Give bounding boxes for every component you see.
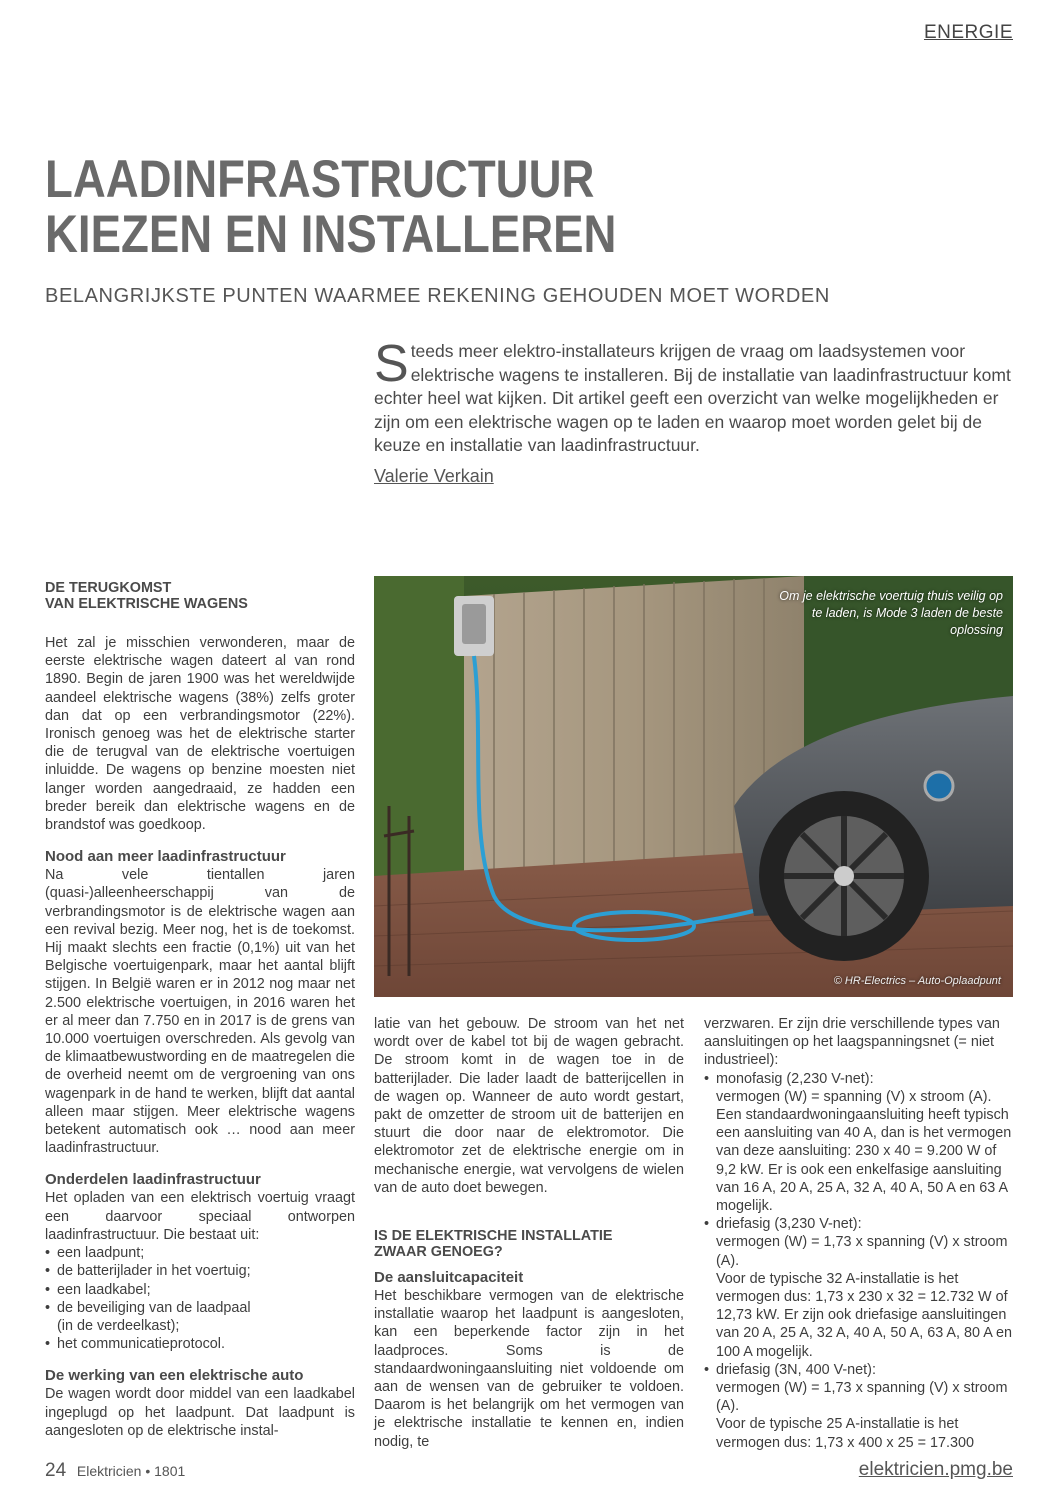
list-item: • driefasig (3N, 400 V-net): vermogen (W) = 1,73 x spanning (V) x stroom (A). Voor de typische 25 A-installatie is het vermogen dus: 1,73 x 400 x 25 = 17.300 — [704, 1361, 1014, 1452]
article-subtitle: BELANGRIJKSTE PUNTEN WAARMEE REKENING GEHOUDEN MOET WORDEN — [45, 285, 830, 307]
section-tag[interactable]: ENERGIE — [923, 22, 1013, 43]
intro-dropcap: S — [374, 335, 409, 393]
intro-paragraph — [374, 335, 1014, 458]
paragraph-types: verzwaren. Er zijn drie verschillende types van aansluitingen op het laagspanningsnet (= niet industrieel): — [704, 1016, 1000, 1069]
list-item: • een laadkabel; — [45, 1281, 355, 1299]
heading-capacity: De aansluitcapaciteit — [374, 1269, 524, 1287]
parts-list — [45, 1244, 355, 1353]
intro-text: teeds meer elektro-installateurs krijgen de vraag om laadsystemen voor elektrische wagens te installeren. Bij de installatie van laadinfrastructuur komt echter heel wat kijken. Dit artikel geeft een overzicht van welke mogelijkheden er zijn om een elektrische wagen op te laden en waarop moet worden gelet bij de keuze en installatie van laadinfrastructuur. — [374, 341, 1011, 455]
heading-install: IS DE ELEKTRISCHE INSTALLATIE ZWAAR GENOEG? — [374, 1228, 613, 1261]
footer-url-link[interactable]: elektricien.pmg.be — [858, 1459, 1013, 1480]
photo-credit: © HR-Electrics – Auto-Oplaadpunt — [833, 975, 1001, 987]
paragraph-working: De wagen wordt door middel van een laadkabel ingeplugd op het laadpunt. Dat laadpunt is aangesloten op de elektrische instal- — [45, 1386, 355, 1439]
article-title — [45, 152, 819, 262]
heading-return: DE TERUGKOMST VAN ELEKTRISCHE WAGENS — [45, 580, 248, 612]
paragraph-parts: Het opladen van een elektrisch voertuig vraagt een daarvoor speciaal ontworpen laadinfrastructuur. Die bestaat uit: — [45, 1190, 355, 1243]
list-item: • driefasig (3,230 V-net): vermogen (W) = 1,73 x spanning (V) x stroom (A). Voor de typische 32 A-installatie is het vermogen dus: 1,73 x 230 x 32 = 12.732 W of 12,73 kW. Er zijn ook driefasige aansluitingen van 20 A, 25 A, 32 A, 40 A, 50 A, 63 A, 80 A en 100 A mogelijk. — [704, 1215, 1014, 1361]
list-item: • de batterijlader in het voertuig; — [45, 1262, 355, 1280]
title-line-1: LAADINFRASTRUCTUUR — [45, 150, 595, 209]
heading-parts: Onderdelen laadinfrastructuur — [45, 1171, 261, 1189]
photo-caption: Om je elektrische voertuig thuis veilig op te laden, is Mode 3 laden de beste oplossing — [779, 589, 1003, 637]
article-photo — [374, 576, 1013, 997]
magazine-issue: Elektricien • 1801 — [76, 1463, 186, 1479]
charging-car-illustration — [374, 576, 1013, 997]
title-line-2: KIEZEN EN INSTALLEREN — [45, 205, 617, 264]
heading-need: Nood aan meer laadinfrastructuur — [45, 848, 286, 866]
author-link[interactable]: Valerie Verkain — [374, 466, 494, 486]
footer-page-info — [45, 1460, 185, 1482]
paragraph-working-cont: latie van het gebouw. De stroom van het net wordt over de kabel tot bij de wagen gebracht. De stroom komt in de wagen toe in de batterijlader. Die lader laadt de batterijcellen in de wagen op. Wanneer de auto wordt gestart, pakt de omzetter de stroom uit de batterijen en stuurt die door naar de elektromotor. Die elektromotor zet de elektrische energie om in mechanische energie, wat vervolgens de wielen van de auto doet bewegen. — [374, 1016, 684, 1196]
column-2 — [374, 1015, 684, 1451]
column-1 — [45, 580, 355, 1440]
heading-working: De werking van een elektrische auto — [45, 1367, 304, 1385]
page-number: 24 — [45, 1460, 67, 1481]
paragraph-capacity: Het beschikbare vermogen van de elektrische installatie waarop het laadpunt is aangesloten, kan een beperkende factor zijn in het laadproces. Soms is de standaardwoningaansluiting niet voldoende om aan de wensen van de gebruiker te voldoen. Daarom is het belangrijk om het vermogen van je elektrische installatie te kennen en, indien nodig, te — [374, 1288, 684, 1450]
list-item: • de beveiliging van de laadpaal (in de verdeelkast); — [45, 1299, 355, 1335]
list-item: • het communicatieprotocol. — [45, 1335, 355, 1353]
list-item: • monofasig (2,230 V-net): vermogen (W) = spanning (V) x stroom (A). Een standaardwoningaansluiting heeft typisch een aansluiting van 40 A, dan is het vermogen van deze aansluiting: 230 x 40 = 9.200 W of 9,2 kW. Er is ook een enkelfasige aansluiting van 16 A, 20 A, 25 A, 32 A, 40 A, 50 A en 63 A mogelijk. — [704, 1070, 1014, 1216]
connection-types-list — [704, 1070, 1014, 1452]
column-3 — [704, 1015, 1014, 1452]
paragraph-return: Het zal je misschien verwonderen, maar de eerste elektrische wagen dateert al van rond 1890. Begin de jaren 1900 was het wereldwijde aandeel elektrische wagens (38%) zelfs groter dan dat op een verbrandingsmotor (22%). Ironisch genoeg was het de elektrische starter die de terugval van de elektrische voertuigen inluidde. De wagens op benzine moesten niet langer worden aangedraaid, ze hadden een breder bereik dan elektrische wagens en de brandstof was goedkoop. — [45, 635, 355, 834]
paragraph-need: Na vele tientallen jaren (quasi-)alleenheerschappij van de verbrandingsmotor is de elektrische wagen aan een revival bezig. Meer nog, het is de toekomst. Hij maakt slechts een fractie (0,1%) uit van het Belgische voertuigenpark, maar het aantal blijft stijgen. In België waren er in 2012 nog maar net 2.500 elektrische voertuigen, in 2016 waren het er al meer dan 7.750 en in 2017 is de grens van 10.000 voertuigen overschreden. Als gevolg van de klimaatbewustwording en de maatregelen die de overheid neemt om de vergroening van ons wagenpark in de hand te werken, blijft dat aantal alleen maar stijgen. Meer elektrische wagens betekent automatisch ook … nood aan meer laadinfrastructuur. — [45, 867, 355, 1157]
list-item: • een laadpunt; — [45, 1244, 355, 1262]
